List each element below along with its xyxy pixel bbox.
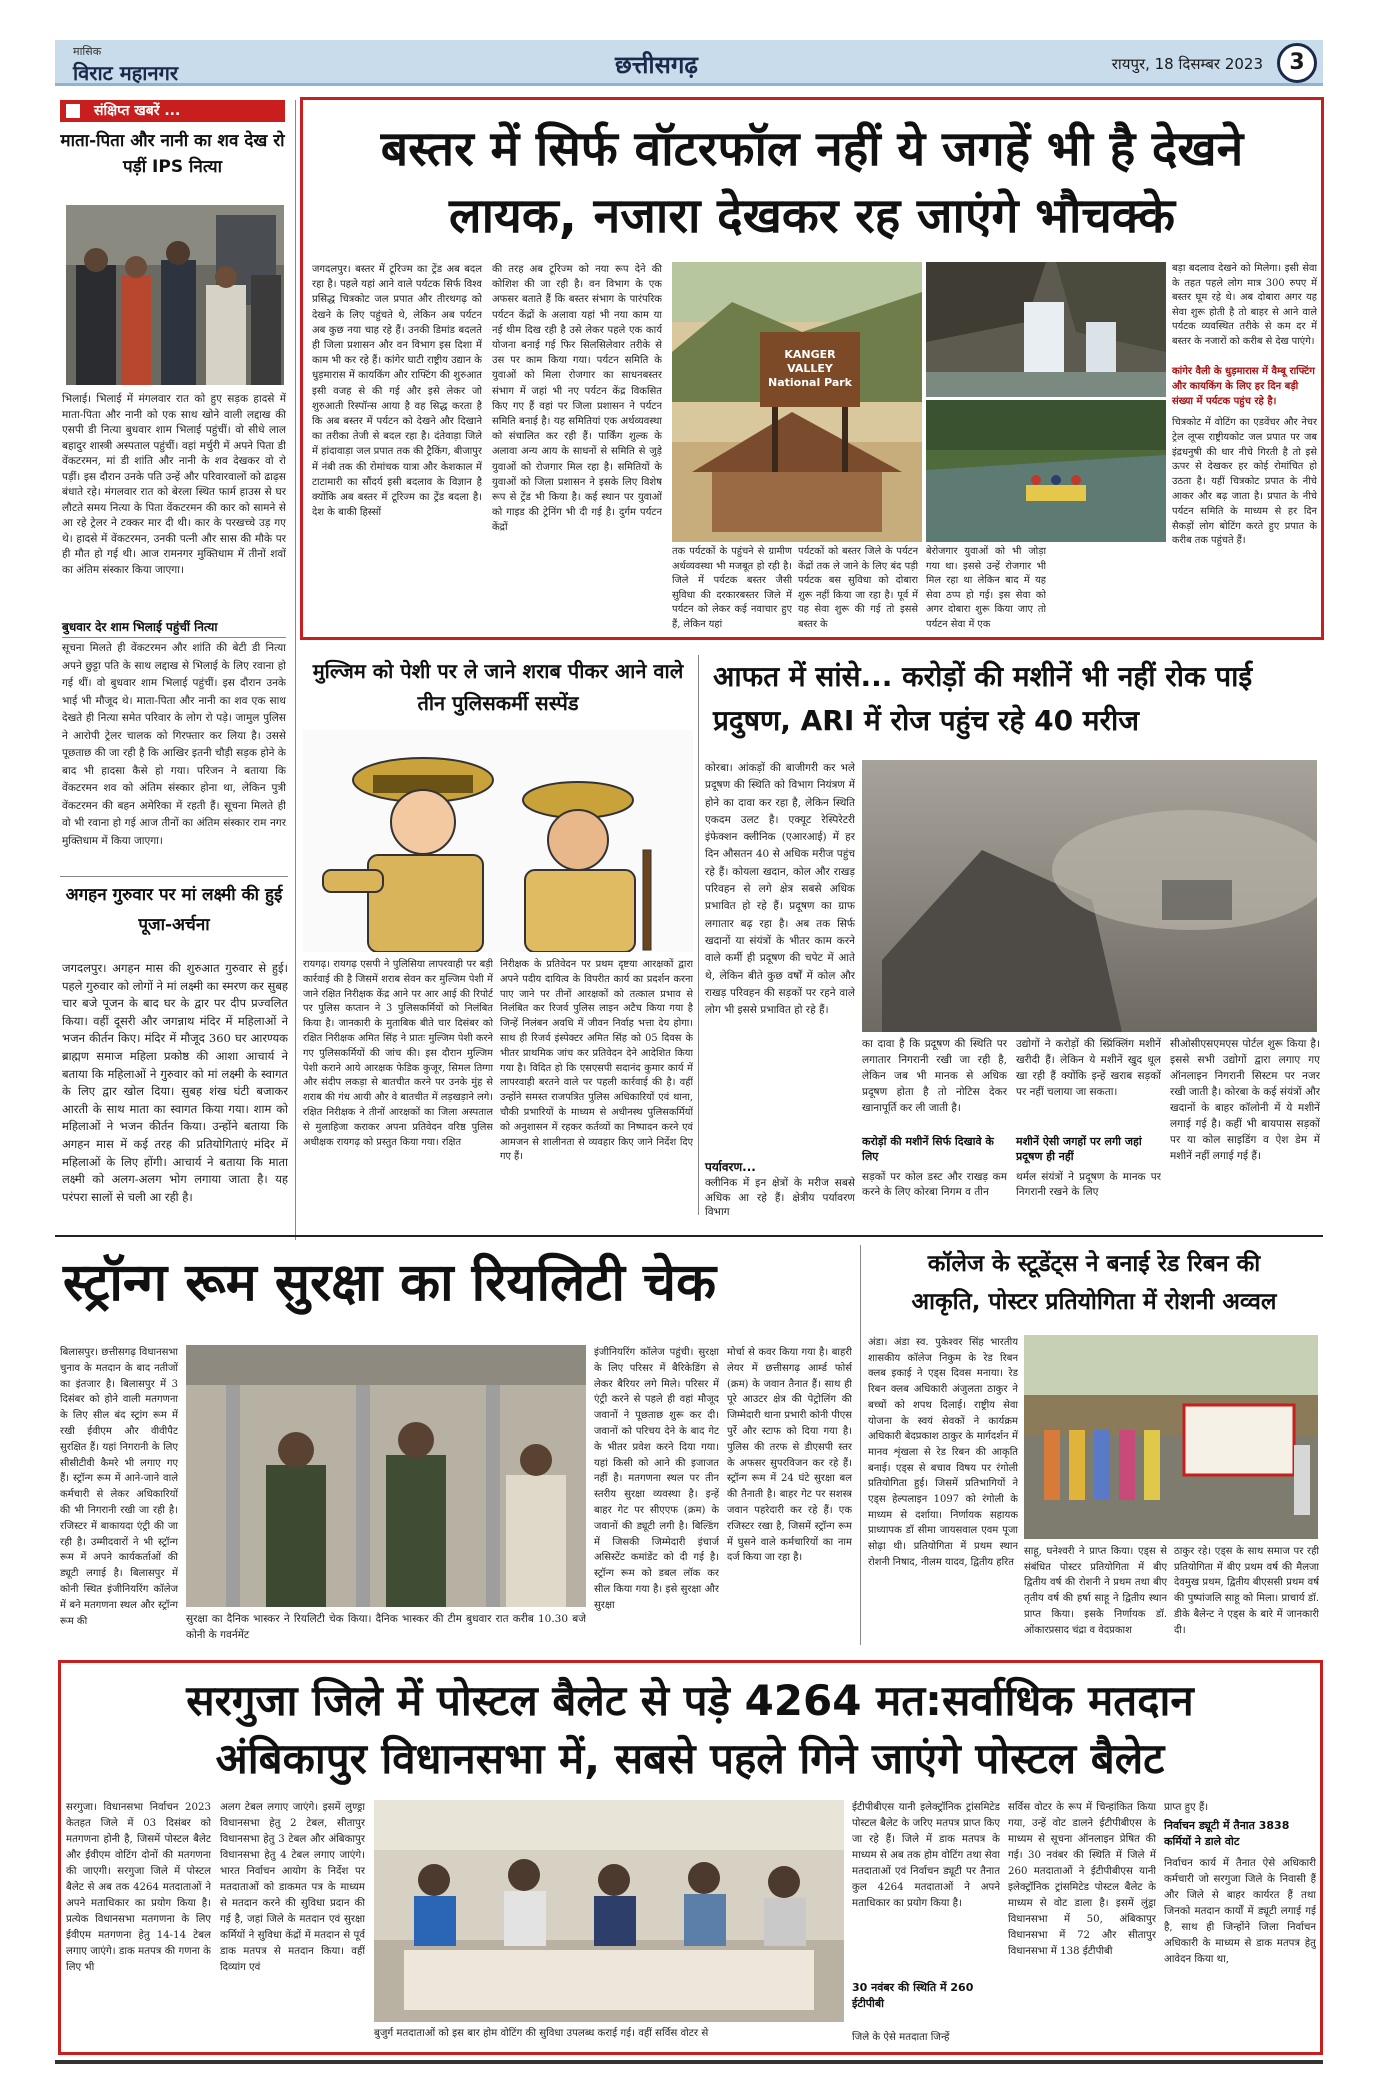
pollution-col3b: थर्मल संयंत्रों ने प्रदूषण के मानक पर निगरानी रखने के लिए bbox=[1016, 1171, 1161, 1198]
strongroom-col2: इंजीनियरिंग कॉलेज पहुंची। सुरक्षा के लिए परिसर में बैरिकेडिंग से लेकर बैरियर लगे मिले। परिसर में एंट्री करने से पहले ही वहां मौजूद जवानों ने पूछताछ शुरू कर दी। जवानों को परिचय देने के बाद गेट के भीतर प्रवेश करने दिया गया। यहां किसी को आने की इजाजत नहीं है। मतगणना स्थल पर तीन स्तरीय सुरक्षा व्यवस्था है। इन्हें बाहर गेट पर सीएएफ (क्रम) के जवानों की ड्यूटी लगी है। बिल्डिंग में जिसकी जिम्मेदारी इंचार्ज असिस्टेंट कमांडेंट को दी गई है। स्ट्रॉन्ग रूम को डबल लॉक कर सील किया गया है। इसे सुरक्षा और सुरक्षा bbox=[594, 1347, 719, 1611]
surguja-col1: सरगुजा। विधानसभा निर्वाचन 2023 केतहत जिले में 03 दिसंबर को मतगणना होनी है, जिसमें पोस्टल बैलेट और ईवीएम वोटिंग दोनों की मतगणना की जाएगी। सरगुजा जिले में पोस्टल बैलेट से अब तक 4264 मतदाताओं ने अपने मताधिकार का प्रयोग किया है। प्रत्येक विधानसभा मतगणना के लिए ईवीएम मतगणना हेतु 14-14 टेबल लगाए जाएंगे। डाक मतपत्र की गणना के लिए भी bbox=[66, 1802, 211, 1973]
pollution-subhead: पर्यावरण... bbox=[705, 1160, 756, 1174]
waterfall-image bbox=[926, 262, 1166, 397]
paper-name: विराट महानगर bbox=[73, 61, 179, 85]
security-gate-image bbox=[186, 1345, 586, 1607]
pollution-col1b: क्लीनिक में इन क्षेत्रों के मरीज सबसे अधिक आ रहे हैं। क्षेत्रीय पर्यावरण विभाग bbox=[705, 1177, 855, 1218]
surguja-col4: सर्विस वोटर के रूप में चिन्हांकित किया गया, उन्हें वोट डालने ईटीपीबीएस के माध्यम से सूचना ऑनलाइन प्रेषित की गई। 30 नवंबर की स्थिति में जिले में 260 मतदाताओं ने ईटीपीबीएस यानी इलेक्ट्रॉनिक ट्रांसमिटेड पोस्टल बैलेट के माध्यम से वोट डाला है। इसमें लुंड्रा विधानसभा में 50, अंबिकापुर विधानसभा में 72 और सीतापुर विधानसभा में 138 ईटीपीबी bbox=[1008, 1802, 1156, 1957]
column-divider bbox=[860, 1245, 861, 1645]
surguja-subhead3: 30 नवंबर की स्थिति में 260 ईटीपीबी bbox=[852, 1981, 974, 2010]
surguja-photo bbox=[374, 1800, 844, 2022]
pollution-subhead3: मशीनें ऐसी जगहों पर लगी जहां प्रदूषण ही नहीं bbox=[1016, 1135, 1142, 1163]
brief2-headline: अगहन गुरुवार पर मां लक्ष्मी की हुई पूजा-अर्चना bbox=[65, 885, 283, 935]
square-icon bbox=[66, 104, 80, 118]
college-headline-2: आकृति, पोस्टर प्रतियोगिता में रोशनी अव्वल bbox=[911, 1289, 1277, 1315]
brief1-photo bbox=[66, 205, 284, 385]
kanger-valley-photo bbox=[672, 262, 922, 542]
surguja-col2: अलग टेबल लगाए जाएंगे। इसमें लुण्ड्रा विधानसभा हेतु 2 टेबल, सीतापुर विधानसभा हेतु 3 टेबल और अंबिकापुर विधानसभा हेतु 4 टेबल लगाए जाएंगे। भारत निर्वाचन आयोग के निर्देश पर मतदाताओं को डाकमत पत्र के माध्यम से मतदान करने की सुविधा प्रदान की गई है, जहां जिले के मतदान एवं सुरक्षा कर्मियों ने सुविधा केंद्रों में मतदान से पूर्व डाक मतपत्र से मतदान किया। वहीं दिव्यांग एवं bbox=[220, 1802, 365, 1973]
river-rafting-image bbox=[926, 400, 1166, 542]
column-divider bbox=[698, 655, 699, 1215]
bastar-col1: जगदलपुर। बस्तर में टूरिज्म का ट्रेंड अब बदल रहा है। पहले यहां आने वाले पर्यटक सिर्फ विश्व प्रसिद्ध चित्रकोट जल प्रपात और तीरथगढ़ को देखने के लिए पहुंचते थे, लेकिन अब पर्यटन अब कुछ नया चाह रहे हैं। उनकी डिमांड बदलते ही जिला प्रशासन और वन विभाग इस दिशा में काम भी कर रहे हैं। कांगेर घाटी राष्ट्रीय उद्यान के धुड़मारास में कायकिंग और राफ्टिंग की शुरुआत इसी वजह से की गई और इसे लेकर जो शुरुआती रिस्पॉन्स आया है वह सिद्ध करता है कि अब बस्तर में पर्यटन को देखने और दिखाने का तरीका तेजी से बदल रहा है। दंतेवाड़ा जिले में हांदावाड़ा जल प्रपात तक की ट्रैकिंग, बीजापुर में नंबी तक की रोमांचक यात्रा और केशकाल में टाटामारी का सौंदर्य इसी बदलाव के विज्ञान है क्योंकि अब बस्तर में टूरिज्म का ट्रेंड बदला है। देश के बाकी हिस्सों bbox=[312, 264, 482, 519]
surguja-col5a: प्राप्त हुए हैं। bbox=[1164, 1802, 1209, 1813]
column-divider bbox=[295, 100, 296, 1240]
masthead-brand bbox=[73, 44, 178, 86]
issue-date: रायपुर, 18 दिसम्बर 2023 bbox=[1111, 55, 1263, 73]
surguja-col5: निर्वाचन कार्य में तैनात ऐसे अधिकारी कर्मचारी जो सरगुजा जिले के निवासी हैं और जिले से बाहर कार्यरत हैं तथा जिनको मतदान कार्यों में ड्यूटी लगाई गई है, साथ ही जिन्होंने जिला निर्वाचन अधिकारी के माध्यम से डाक मतपत्र हेतु आवेदन किया था, bbox=[1164, 1858, 1316, 1965]
surguja-col3: ईटीपीबीएस यानी इलेक्ट्रॉनिक ट्रांसमिटेड पोस्टल बैलेट के जरिए मतपत्र प्राप्त किए जा रहे हैं। जिले में डाक मतपत्र के माध्यम से अब तक होम वोटिंग तथा सेवा मतदाताओं एवं निर्वाचन ड्यूटी पर तैनात कुल 4264 मतदाताओं ने अपने मताधिकार का प्रयोग किया है। bbox=[852, 1802, 1000, 1909]
bastar-col-right: बड़ा बदलाव देखने को मिलेगा। इसी सेवा के तहत पहले लोग मात्र 300 रुपए में बस्तर घूम रहे थे। अब दोबारा अगर यह सेवा शुरू होती है तो बाहर से आने वाले पर्यटक व्यवस्थित तरीके से कम दर में बस्तर के नजारों को करीब से देख पाएंगे। bbox=[1172, 263, 1317, 347]
brief1-headline: माता-पिता और नानी का शव देख रो पड़ीं IPS नित्या bbox=[60, 131, 285, 177]
sign-text: KANGER VALLEY National Park bbox=[768, 348, 852, 389]
pollution-col1: कोरबा। आंकड़ों की बाजीगरी कर भले प्रदूषण की स्थिति को विभाग नियंत्रण में होने का दावा कर रहा है, लेकिन स्थिति एकदम उलट है। एक्यूट रेस्पिरेटरी इंफेक्शन क्लीनिक (एआरआई) में हर दिन औसतन 40 से अधिक मरीज पहुंच रहे हैं। कोयला खदान, कोल और राखड़ परिवहन से लगे क्षेत्र सबसे अधिक प्रभावित हो रहे हैं। प्रदूषण का ग्राफ लगातार बढ़ रहा है। अब तक सिर्फ खदानों या संयंत्रों के भीतर काम करने वाले कर्मी ही प्रदूषण की चपेट में आते थे, लेकिन बीते कुछ वर्षों में कोल और राखड़ परिवहन की सड़कों पर रहने वाले लोग भी इससे प्रभावित हो रहे हैं। bbox=[705, 762, 855, 1017]
divider bbox=[60, 876, 288, 877]
students-rally-image bbox=[1024, 1335, 1318, 1539]
briefs-header bbox=[60, 100, 285, 122]
briefs-label: संक्षिप्त खबरें ... bbox=[94, 103, 181, 119]
bastar-col2: की तरह अब टूरिज्म को नया रूप देने की कोशिश की जा रही है। वन विभाग के एक अफसर बताते हैं कि बस्तर संभाग के पारंपरिक पर्यटन केंद्रों के अलावा यहां भी नया काम या नई थीम दिख रही है उसे लेकर पहले एक कार्य योजना बनाई गई फिर सिलसिलेवार तरीके से उस पर काम किया गया। पर्यटन समिति के युवाओं को मिला रोजगार का साधनबस्तर संभाग में जहां भी नए पर्यटन केंद्र विकसित किए गए हैं वहां पर जिला प्रशासन ने पर्यटन समिति बनाई है। यह समितियां एक अर्थव्यवस्था को संचालित कर रही हैं। पार्किंग शुल्क के अलावा अन्य आय के साधनों से समिति से जुड़े युवाओं को रोजगार मिल रहा है। समितियों के युवाओं को जिला प्रशासन ने इसके लिए विशेष रूप से ट्रेंड भी किया है। कई स्थान पर युवाओं को गाइड की ट्रेनिंग भी दी गई है। दुर्गम पर्यटन केंद्रों bbox=[492, 264, 662, 534]
brief1-subhead: बुधवार देर शाम भिलाई पहुंचीं नित्या bbox=[62, 618, 286, 638]
section-title: छत्तीसगढ़ bbox=[615, 51, 698, 79]
college-col1: अंडा। अंडा स्व. पुकेश्वर सिंह भारतीय शासकीय कॉलेज निकुम के रेड रिबन क्लब इकाई ने एड्स दिवस मनाया। रेड रिबन क्लब अधिकारी अंजुलता ठाकुर ने बच्चों को शपथ दिलाई। राष्ट्रीय सेवा योजना के स्वयं सेवकों ने कार्यक्रम अधिकारी बेदप्रकाश ठाकुर के मार्गदर्शन में मानव शृंखला से रेड रिबन की आकृति बनाई। एड्स से बचाव विषय पर रंगोली प्रतियोगिता हुई। जिसमें प्रतिभागियों ने एड्स हेल्पलाइन 1097 को रंगोली के माध्यम से दर्शाया। निर्णायक सहायक प्राध्यापक डॉ सीमा जायसवाल एवम पूजा सोढ़ा थी। प्रतियोगिता में प्रथम स्थान रोशनी निषाद, नीलम यादव, द्वितीय हरित bbox=[868, 1337, 1018, 1568]
waterfall-photo bbox=[926, 262, 1166, 397]
pollution-headline: आफत में सांसे... करोड़ों की मशीनें भी नहीं रोक पाई प्रदुषण, ARI में रोज पहुंच रहे 40 मरीज bbox=[713, 660, 1253, 737]
bastar-headline-2: लायक, नजारा देखकर रह जाएंगे भौचक्के bbox=[449, 188, 1175, 244]
brief1-body2: सूचना मिलते ही वेंकटरमन और शांति की बेटी डी नित्या अपने छुट्टा पति के साथ लद्दाख से भिलाई के लिए रवाना हो गई थीं। वो बुधवार शाम भिलाई पहुंचीं। इस दौरान उनके भाई भी मौजूद थे। माता-पिता और नानी का शव एक साथ देखते ही नित्या समेत परिवार के लोग रो पड़े। जामुल पुलिस ने आरोपी ट्रेलर चालक को गिरफ्तार कर लिया है। उससे पूछताछ की जा रही है कि आखिर इतनी चौड़ी सड़क होने के बाद भी हादसा कैसे हो गया। परिजन ने बताया कि वेंकटरमन शव को अंतिम संस्कार होना था, लेकिन पुत्री वेंकटरमन की बहन अमेरिका में रहती हैं। सूचना मिलते ही वो भी रवाना हो गई आज तीनों का अंतिम संस्कार राम नगर मुक्तिधाम में किया जाएगा। bbox=[62, 642, 286, 847]
national-park-sign-image bbox=[672, 262, 922, 542]
section-divider bbox=[55, 1235, 1323, 1237]
strongroom-photo-caption: सुरक्षा का दैनिक भास्कर ने रियलिटी चेक किया। दैनिक भास्कर की टीम बुधवार रात करीब 10.30 बजे कोनी के गवर्नमेंट bbox=[186, 1613, 586, 1641]
college-headline-1: कॉलेज के स्टूडेंट्स ने बनाई रेड रिबन की bbox=[927, 1251, 1261, 1277]
police-col2: निरीक्षक के प्रतिवेदन पर प्रथम दृष्टया आरक्षकों द्वारा अपने पदीय दायित्व के विपरीत कार्य का प्रदर्शन करना पाए जाने पर तीनों आरक्षकों को तत्काल प्रभाव से निलंबित कर रिजर्व पुलिस लाइन अटैच किया गया है जिन्हें निलंबन अवधि में जीवन निर्वाह भत्ता देय होगा। साथ ही रिजर्व इंस्पेक्टर अमित सिंह को 05 दिवस के भीतर प्राथमिक जांच कर प्रतिवेदन देने आदेशित किया गया है। विदित हो कि एसएसपी सदानंद कुमार कार्य में लापरवाही बरतने वाले पर पहली कार्रवाई की है। वहीं उन्होंने समस्त राजपत्रित पुलिस अधिकारियों एवं थाना, चौकी प्रभारियों के माध्यम से अधीनस्थ पुलिसकर्मियों को अनुशासन में रहकर कर्तव्यों का निष्पादन करने एवं आमजन से शालीनता से व्यवहार किए जाने निर्देश दिए गए हैं। bbox=[500, 959, 693, 1163]
bastar-headline-1: बस्तर में सिर्फ वॉटरफॉल नहीं ये जगहें भी है देखने bbox=[380, 121, 1244, 177]
hospital-crowd-image bbox=[66, 205, 284, 385]
pollution-col2b: सड़कों पर कोल डस्ट और राखड़ कम करने के लिए कोरबा निगम व तीन bbox=[862, 1171, 1007, 1198]
pollution-photo bbox=[862, 760, 1317, 1032]
page-number: 3 bbox=[1277, 43, 1317, 83]
pollution-col3: उद्योगों ने करोड़ों की स्प्रिंक्लिंग मशीनें खरीदी हैं। लेकिन ये मशीनें खुद धूल खा रही हैं क्योंकि इन्हें खराब सड़कों पर नहीं चलाया जा सकता। bbox=[1016, 1038, 1161, 1098]
brief1-body: भिलाई। भिलाई में मंगलवार रात को हुए सड़क हादसे में माता-पिता और नानी को एक साथ खोने वाली लद्दाख की एसपी डी नित्या बुधवार शाम भिलाई पहुंचीं। वो सीधे लाल बहादुर शास्त्री अस्पताल पहुंचीं। वहां मर्चुरी में अपने पिता डी वेंकटरमन, मां डी शांति और नानी के शव देखकर वो रो पड़ीं। इस दौरान उनके पति उन्हें और परिवारवालों को ढाढ़स बंधाते रहे। मंगलवार रात को बेरला स्थित फार्म हाउस से घर लौटते समय नित्या के पिता वेंकटरमन की कार को सामने से आ रहे ट्रेलर ने टक्कर मार दी थी। कार के परखच्चे उड़ गए थे। हादसे में वेंकटरमन, उनकी पत्नी और सास की मौके पर ही मौत हो गई थी। आज रामनगर मुक्तिधाम में तीनों शवों का अंतिम संस्कार किया जाएगा। bbox=[62, 393, 286, 576]
bastar-caption1: तक पर्यटकों के पहुंचने से ग्रामीण अर्थव्यवस्था भी मजबूत हो रही है। जिले में पर्यटक बस्तर जैसी सुविधा की दरकारबस्तर जिले में पर्यटन को लेकर कई नवाचार हुए हैं, लेकिन यहां bbox=[672, 546, 792, 630]
college-caption-b: ठाकुर रहे। एड्स के साथ समाज पर रही प्रतियोगिता में बीए प्रथम वर्ष की मैलजा देवमुख प्रथम, द्वितीय बीएससी प्रथम वर्ष की पुष्पांजलि साहू को मिला। प्राचार्य डॉ. डीके बैलेन्ट ने एड्स के बारे में जानकारी दी। bbox=[1174, 1546, 1319, 1636]
surguja-photo-caption: बुजुर्ग मतदाताओं को इस बार होम वोटिंग की सुविधा उपलब्ध कराई गई। वहीं सर्विस वोटर से bbox=[374, 2028, 709, 2039]
surguja-subhead5: निर्वाचन ड्यूटी में तैनात 3838 कर्मियों ने डाले वोट bbox=[1164, 1819, 1290, 1848]
surguja-col3b: जिले के ऐसे मतदाता जिन्हें bbox=[852, 2032, 950, 2043]
brief2-body: जगदलपुर। अगहन मास की शुरुआत गुरुवार से हुई। पहले गुरुवार को लोगों ने मां लक्ष्मी का स्मरण कर सुबह चार बजे पूजन के बाद घर के द्वार पर दीप प्रज्वलित किया। वहीं दूसरी और जगन्नाथ मंदिर में महिलाओं ने भजन कीर्तन किए। मंदिर में मौजूद 360 घर आरण्यक ब्राह्मण समाज महिला प्रकोष्ठ की आशा आचार्य ने बताया कि महिलाओं ने गुरुवार को मां लक्ष्मी के स्वागत के लिए द्वार खोल दिया। सुबह शंख घंटी बजाकर आरती के साथ माता का स्वागत किया गया। शाम को महिलाओं ने भजन कीर्तन किया। उन्होंने बताया कि अगहन मास में कई तरह की प्रतियोगिताएं मंदिर में महिलाओं के लिए होंगी। आचार्य ने बताया कि माता लक्ष्मी को अलग-अलग भोग लगाया जाता है। यह परंपरा सालों से चली आ रही है। bbox=[62, 961, 288, 1204]
police-illustration bbox=[303, 730, 693, 952]
dust-road-image bbox=[862, 760, 1317, 1032]
surguja-headline-2: अंबिकापुर विधानसभा में, सबसे पहले गिने जाएंगे पोस्टल बैलेट bbox=[215, 1734, 1165, 1783]
police-headline: मुल्जिम को पेशी पर ले जाने शराब पीकर आने वाले तीन पुलिसकर्मी सस्पेंड bbox=[312, 659, 684, 715]
college-caption-a: साहू, घनेश्वरी ने प्राप्त किया। एड्स से संबंधित पोस्टर प्रतियोगिता में बीए द्वितीय वर्ष की रोशनी ने प्रथम तथा बीए तृतीय वर्ष की हर्षा साहू ने द्वितीय स्थान प्राप्त किया। इसके निर्णायक डॉ. ओंकारप्रसाद चंद्रा व वेदप्रकाश bbox=[1024, 1546, 1167, 1636]
surguja-headline-1: सरगुजा जिले में पोस्टल बैलेट से पड़े 4264 मत:सर्वाधिक मतदान bbox=[186, 1676, 1194, 1725]
bottom-rule bbox=[55, 2060, 1323, 2064]
pollution-subhead2: करोड़ों की मशीनें सिर्फ दिखावे के लिए bbox=[862, 1135, 994, 1163]
masthead bbox=[55, 40, 1323, 86]
strongroom-col1: बिलासपुर। छत्तीसगढ़ विधानसभा चुनाव के मतदान के बाद नतीजों का इंतजार है। बिलासपुर में 3 दिसंबर को होने वाली मतगणना के लिए सील बंद स्ट्रांग रूम में रखी ईवीएम और वीवीपैट सुरक्षित हैं। यहां निगरानी के लिए सीसीटीवी कैमरे भी लगाए गए हैं। स्ट्रॉन्ग रूम में आने-जाने वाले कर्मचारी से लेकर अधिकारियों की भी निगरानी रखी जा रही है। रजिस्टर में बाकायदा एंट्री की जा रही है। उम्मीदवारों ने भी स्ट्रॉन्ग रूम में अपने कार्यकर्ताओं की ड्यूटी लगाई है। बिलासपुर में कोनी स्थित इंजीनियरिंग कॉलेज में बने मतगणना स्थल और स्ट्रॉन्ग रूम की bbox=[60, 1347, 178, 1627]
bastar-caption2: पर्यटकों को बस्तर जिले के पर्यटन केंद्रों तक ले जाने के लिए बंद पड़ी पर्यटक बस सुविधा को दोबारा शुरू नहीं किया जा रहा है। पूर्व में यह सेवा शुरू की गई तो इससे बस्तर के bbox=[798, 546, 918, 630]
pollution-col4: सीओसीएसएमएस पोर्टल शुरू किया है। इससे सभी उद्योगों द्वारा लगाए गए ऑनलाइन निगरानी सिस्टम पर नजर रखी जाती है। कोरबा के कई संयंत्रों और खदानों के बाहर कॉलोनी में ये मशीनें लगाई गई है। कहीं भी बायपास सड़कों पर या कोल साइडिंग व ऐश डेम में मशीनें नहीं लगाई गई हैं। bbox=[1170, 1038, 1320, 1162]
bastar-col-right2: चित्रकोट में वोटिंग का एडवेंचर और नेचर ट्रेल लूप्स राष्ट्रीयकोट जल प्रपात पर जब इंद्रधनुषी की धार नीचे गिरती है तो इसे ऊपर से देखकर हर कोई रोमांचित हो उठता है। यहीं चित्रकोट प्रपात के नीचे आकर और बढ़ जाता है। प्रपात के नीचे पर्यटन समिति के माध्यम से हर दिन सैकड़ों लोग बोटिंग करते हुए प्रपात के करीब तक पहुंचते हैं। bbox=[1172, 417, 1317, 547]
rafting-photo bbox=[926, 400, 1166, 542]
college-photo bbox=[1024, 1335, 1318, 1539]
postal-ballot-counting-image bbox=[374, 1800, 844, 2022]
pollution-col2: का दावा है कि प्रदूषण की स्थिति पर लगातार निगरानी रखी जा रही है, लेकिन जब भी मानक से अधिक प्रदूषण होता है तो नोटिस देकर खानापूर्ति कर ली जाती है। bbox=[862, 1038, 1007, 1114]
bastar-subhead-right: कांगेर वैली के धुड़मारास में वैम्बू राफ्टिंग और कायकिंग के लिए हर दिन बड़ी संख्या में पर्यटक पहुंच रहे है। bbox=[1172, 366, 1315, 407]
policemen-cartoon-image bbox=[303, 730, 693, 952]
police-col1: रायगढ़। रायगढ़ एसपी ने पुलिसिया लापरवाही पर बड़ी कार्रवाई की है जिसमें शराब सेवन कर मुल्जिम पेशी में जाने रक्षित निरीक्षक केंद्र आने पर आर आई की रिपोर्ट पर पुलिस कप्तान ने 3 पुलिसकर्मियों को निलंबित किया है। जानकारी के मुताबिक बीते चार दिसंबर को रक्षित निरीक्षक अमित सिंह ने प्रातः मुल्जिम पेशी करने गए पुलिसकर्मियों की जांच की। इस दौरान मुल्जिम पेशी कराने आये आरक्षक फेडिक कुजूर, सिमल तिग्गा और संदीप लकड़ा से बातचीत करने पर उनके मुंह से शराब की गंध आयी और वे बातचीत में लड़खड़ाने लगे। रक्षित निरीक्षक ने तीनों आरक्षकों का जिला अस्पताल से मुलाहिजा कराकर अपना प्रतिवेदन वरिष्ठ पुलिस अधीक्षक रायगढ़ को प्रस्तुत किया गया। रक्षित bbox=[303, 959, 493, 1148]
bastar-caption3: बेरोजगार युवाओं को भी जोड़ा गया था। इससे उन्हें रोजगार भी मिल रहा था लेकिन बाद में यह सेवा ठप्प हो गई। इस सेवा को अगर दोबारा शुरू किया जाए तो पर्यटन सेवा में एक bbox=[926, 546, 1046, 630]
strongroom-headline: स्ट्रॉन्ग रूम सुरक्षा का रियलिटी चेक bbox=[63, 1253, 717, 1313]
edition-label: मासिक bbox=[73, 45, 102, 58]
strongroom-photo bbox=[186, 1345, 586, 1607]
strongroom-col3: मोर्चा से कवर किया गया है। बाहरी लेयर में छत्तीसगढ़ आर्म्ड फोर्स (क्रम) के जवान तैनात हैं। साथ ही पूरे आउटर क्षेत्र की पेट्रोलिंग की जिम्मेदारी थाना प्रभारी कोनी पीएस पुर्रे और स्टाफ को दिया गया है। पुलिस की तरफ से डीएसपी स्तर के अफसर सुपरविजन कर रहे हैं। स्ट्रॉन्ग रूम में 24 घंटे सुरक्षा बल की तैनाती है। बाहर गेट पर सशस्त्र जवान पहरेदारी कर रहे हैं। एक रजिस्टर रखा है, जिसमें स्ट्रॉन्ग रूम में घुसने वाले कर्मचारियों का नाम दर्ज किया जा रहा है। bbox=[727, 1347, 852, 1564]
